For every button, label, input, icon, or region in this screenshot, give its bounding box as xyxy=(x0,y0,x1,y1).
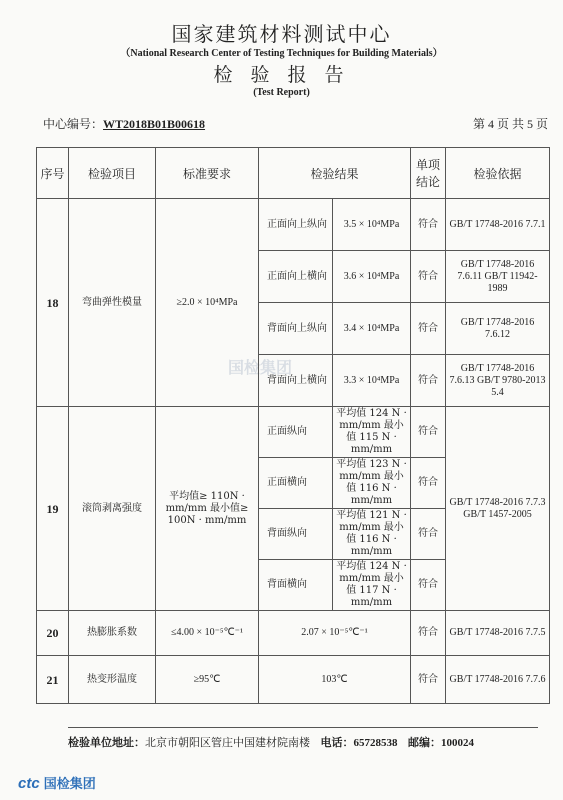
sub-conclusion: 符合 xyxy=(411,509,446,560)
center-no-label: 中心编号： xyxy=(43,117,104,131)
sub-basis: GB/T 17748-2016 7.6.12 xyxy=(446,303,550,355)
row-req: ≥95℃ xyxy=(156,656,259,704)
sub-value: 平均值 124 N · mm/mm 最小值 115 N · mm/mm xyxy=(333,407,411,458)
header-basis: 检验依据 xyxy=(446,148,550,199)
table-row xyxy=(37,199,550,251)
row-item: 热膨胀系数 xyxy=(69,611,156,656)
row-value: 2.07 × 10⁻⁵℃⁻¹ xyxy=(259,611,411,656)
row-item: 滚筒剥离强度 xyxy=(69,407,156,611)
results-table xyxy=(36,147,550,704)
row-basis: GB/T 17748-2016 7.7.3 GB/T 1457-2005 xyxy=(446,407,550,611)
sub-direction: 背面向上横向 xyxy=(259,355,333,407)
sub-basis: GB/T 17748-2016 7.7.1 xyxy=(446,199,550,251)
sub-direction: 正面纵向 xyxy=(259,407,333,458)
sub-direction: 背面横向 xyxy=(259,560,333,611)
tel-label: 电话： xyxy=(320,737,354,749)
postcode: 100024 xyxy=(441,737,474,749)
sub-value: 平均值 121 N · mm/mm 最小值 116 N · mm/mm xyxy=(333,509,411,560)
table-row xyxy=(37,611,550,656)
sub-value: 平均值 124 N · mm/mm 最小值 117 N · mm/mm xyxy=(333,560,411,611)
tel: 65728538 xyxy=(353,737,398,749)
sub-conclusion: 符合 xyxy=(411,458,446,509)
sub-value: 3.5 × 10⁴MPa xyxy=(333,199,411,251)
brand-logo xyxy=(18,773,96,792)
header-conclusion: 单项结论 xyxy=(411,148,446,199)
sub-conclusion: 符合 xyxy=(411,355,446,407)
row-no: 18 xyxy=(37,199,69,407)
footer-divider xyxy=(68,727,538,728)
address: 北京市朝阳区管庄中国建材院南楼 xyxy=(145,736,310,749)
sub-direction: 正面横向 xyxy=(259,458,333,509)
center-no-value: WT2018B01B00618 xyxy=(103,117,206,131)
sub-conclusion: 符合 xyxy=(411,303,446,355)
table-row xyxy=(37,407,550,458)
sub-direction: 背面纵向 xyxy=(259,509,333,560)
table-row xyxy=(37,656,550,704)
row-value: 103℃ xyxy=(259,656,411,704)
sub-direction: 正面向上纵向 xyxy=(259,199,333,251)
sub-conclusion: 符合 xyxy=(411,407,446,458)
row-req: ≤4.00 × 10⁻⁵℃⁻¹ xyxy=(156,611,259,656)
center-no xyxy=(43,115,205,132)
header-no: 序号 xyxy=(37,148,69,199)
title-en: （National Research Center of Testing Techniques for Building Materials） xyxy=(120,48,443,59)
sub-basis: GB/T 17748-2016 7.6.13 GB/T 9780-2013 5.4 xyxy=(446,355,550,407)
sub-conclusion: 符合 xyxy=(411,560,446,611)
postcode-label: 邮编： xyxy=(408,737,441,749)
sub-value: 平均值 123 N · mm/mm 最小值 116 N · mm/mm xyxy=(333,458,411,509)
watermark: 国检集团 xyxy=(228,360,293,377)
address-label: 检验单位地址： xyxy=(68,737,145,749)
row-conclusion: 符合 xyxy=(411,611,446,656)
title-cn: 国家建筑材料测试中心 xyxy=(171,22,392,46)
row-basis: GB/T 17748-2016 7.7.6 xyxy=(446,656,550,704)
table-header-row xyxy=(37,148,550,199)
row-no: 20 xyxy=(37,611,69,656)
sub-conclusion: 符合 xyxy=(411,251,446,303)
sub-value: 3.4 × 10⁴MPa xyxy=(333,303,411,355)
brand-name: 国检集团 xyxy=(43,776,96,791)
sub-value: 3.3 × 10⁴MPa xyxy=(333,355,411,407)
report-title-en: (Test Report) xyxy=(253,87,310,98)
sub-direction: 背面向上纵向 xyxy=(259,303,333,355)
page-number: 第 4 页 共 5 页 xyxy=(472,117,548,131)
report-title-cn: 检 验 报 告 xyxy=(213,64,350,86)
row-req: ≥2.0 × 10⁴MPa xyxy=(156,199,259,407)
row-req: 平均值≥ 110N · mm/mm 最小值≥ 100N · mm/mm xyxy=(156,407,259,611)
header-req: 标准要求 xyxy=(156,148,259,199)
header-result: 检验结果 xyxy=(259,148,411,199)
row-item: 弯曲弹性模量 xyxy=(69,199,156,407)
header-item: 检验项目 xyxy=(69,148,156,199)
ctc-logo-icon: ctc xyxy=(18,775,40,792)
row-item: 热变形温度 xyxy=(69,656,156,704)
row-no: 21 xyxy=(37,656,69,704)
sub-value: 3.6 × 10⁴MPa xyxy=(333,251,411,303)
footer-contact xyxy=(68,734,538,750)
sub-direction: 正面向上横向 xyxy=(259,251,333,303)
row-no: 19 xyxy=(37,407,69,611)
sub-basis: GB/T 17748-2016 7.6.11 GB/T 11942-1989 xyxy=(446,251,550,303)
sub-conclusion: 符合 xyxy=(411,199,446,251)
row-basis: GB/T 17748-2016 7.7.5 xyxy=(446,611,550,656)
row-conclusion: 符合 xyxy=(411,656,446,704)
